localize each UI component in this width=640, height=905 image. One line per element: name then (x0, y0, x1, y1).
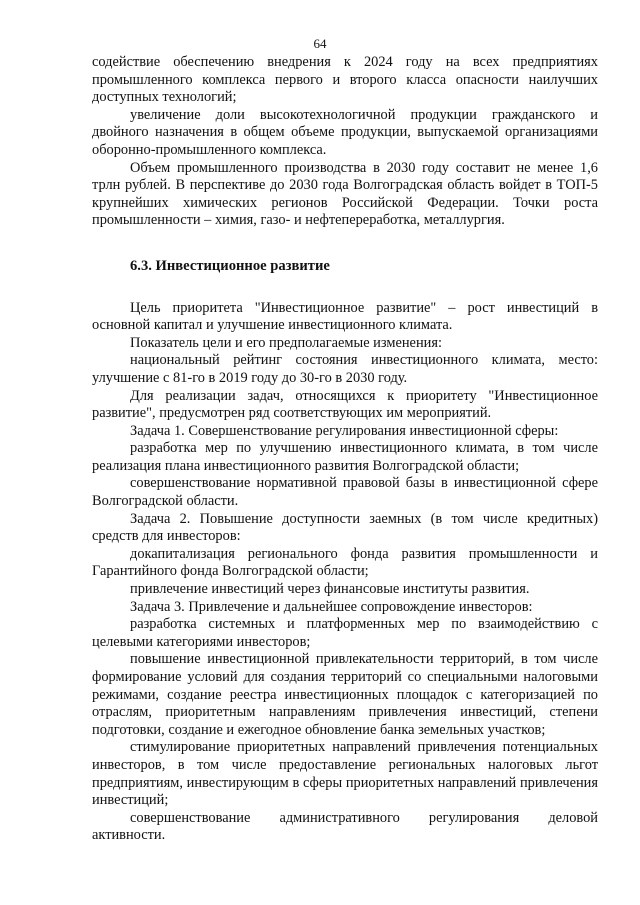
paragraph: стимулирование приоритетных направлений привлечения потенциальных инвесторов, в том числе предоставление региональных налоговых льгот предприятиям, инвестирующим в сферы приоритетных направлений привлечения инвестиций; (92, 739, 598, 809)
paragraph: содействие обеспечению внедрения к 2024 году на всех предприятиях промышленного комплекса первого и второго класса опасности наилучших доступных технологий; (92, 54, 598, 106)
paragraph: докапитализация регионального фонда развития промышленности и Гарантийного фонда Волгоградской области; (92, 545, 598, 580)
paragraph: Задача 2. Повышение доступности заемных (в том числе кредитных) средств для инвесторов: (92, 510, 598, 545)
paragraph: Для реализации задач, относящихся к приоритету "Инвестиционное развитие", предусмотрен ряд соответствующих им мероприятий. (92, 387, 598, 422)
paragraph: разработка мер по улучшению инвестиционного климата, в том числе реализация плана инвестиционного развития Волгоградской области; (92, 440, 598, 474)
page-number: 64 (313, 36, 327, 51)
paragraph: разработка системных и платформенных мер по взаимодействию с целевыми категориями инвесторов; (92, 616, 598, 650)
paragraph: Цель приоритета "Инвестиционное развитие" – рост инвестиций в основной капитал и улучшение инвестиционного климата. (92, 299, 598, 334)
document-body (92, 54, 598, 845)
paragraph: Объем промышленного производства в 2030 году составит не менее 1,6 трлн рублей. В перспективе до 2030 года Волгоградская область войдет в ТОП-5 крупнейших химических регионов Российской Федерации. Точки роста промышленности – химия, газо- и нефтепереработка, металлургия. (92, 159, 598, 229)
paragraph: Показатель цели и его предполагаемые изменения: (130, 334, 442, 351)
paragraph: привлечение инвестиций через финансовые институты развития. (130, 581, 530, 598)
paragraph: национальный рейтинг состояния инвестиционного климата, место: улучшение с 81-го в 2019 году до 30-го в 2030 году. (92, 352, 598, 386)
paragraph: совершенствование нормативной правовой базы в инвестиционной сфере Волгоградской области. (92, 475, 598, 510)
paragraph: Задача 3. Привлечение и дальнейшее сопровождение инвесторов: (130, 598, 533, 615)
paragraph: Задача 1. Совершенствование регулирования инвестиционной сферы: (130, 422, 559, 439)
section-heading: 6.3. Инвестиционное развитие (130, 257, 330, 274)
paragraph: совершенствование административного регулирования деловой активности. (92, 809, 598, 844)
paragraph: повышение инвестиционной привлекательности территорий, в том числе формирование условий для создания территорий со специальными налоговыми режимами, создание реестра инвестиционных площадок с категоризацией по отраслям, приоритетным направлениям привлечения инвестиций, степени подготовки, создание и ежегодное обновление банка земельных участков; (92, 651, 598, 738)
paragraph: увеличение доли высокотехнологичной продукции гражданского и двойного назначения в общем объеме продукции, выпускаемой организациями оборонно-промышленного комплекса. (92, 106, 598, 158)
